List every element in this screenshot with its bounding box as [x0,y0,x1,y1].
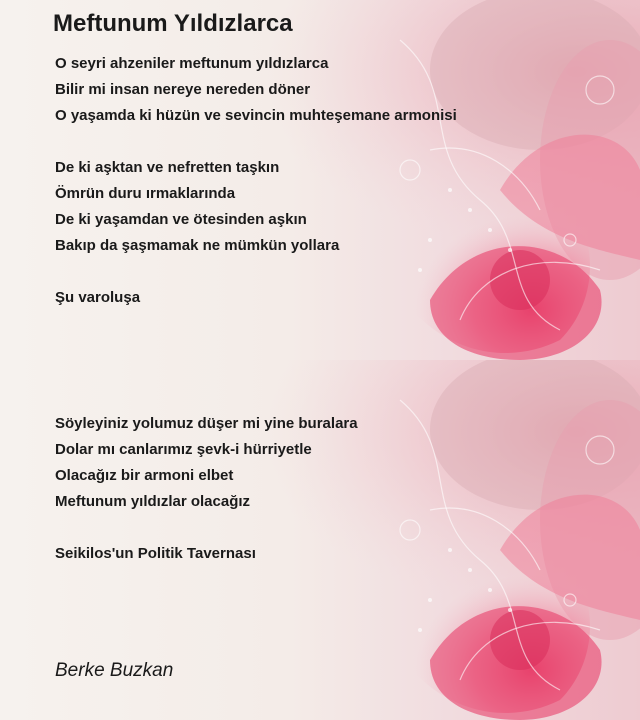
poem-author: Berke Buzkan [55,660,174,681]
stanza-4 [55,411,358,515]
poem-line: Dolar mı canlarımız şevk-i hürriyetle [55,441,312,458]
stanza-2 [55,155,339,259]
poem-line: Olacağız bir armoni elbet [55,467,234,484]
poem-line: Ömrün duru ırmaklarında [55,185,236,202]
poem-line: Bilir mi insan nereye nereden döner [55,81,311,98]
stanza-1 [55,51,457,129]
poem-line: Seikilos'un Politik Tavernası [55,545,256,562]
poem-title: Meftunum Yıldızlarca [53,10,293,37]
poem-line: O seyri ahzeniler meftunum yıldızlarca [55,55,329,72]
poem-line: Meftunum yıldızlar olacağız [55,493,251,510]
poem-line: Bakıp da şaşmamak ne mümkün yollara [55,237,340,254]
stanza-3 [55,285,140,311]
poem-line: Şu varoluşa [55,289,141,306]
poem-line: De ki yaşamdan ve ötesinden aşkın [55,211,307,228]
poem-line: De ki aşktan ve nefretten taşkın [55,159,280,176]
stanza-5 [55,541,256,567]
poem-line: Söyleyiniz yolumuz düşer mi yine buralara [55,415,358,432]
poem-line: O yaşamda ki hüzün ve sevincin muhteşemane armonisi [55,107,457,124]
